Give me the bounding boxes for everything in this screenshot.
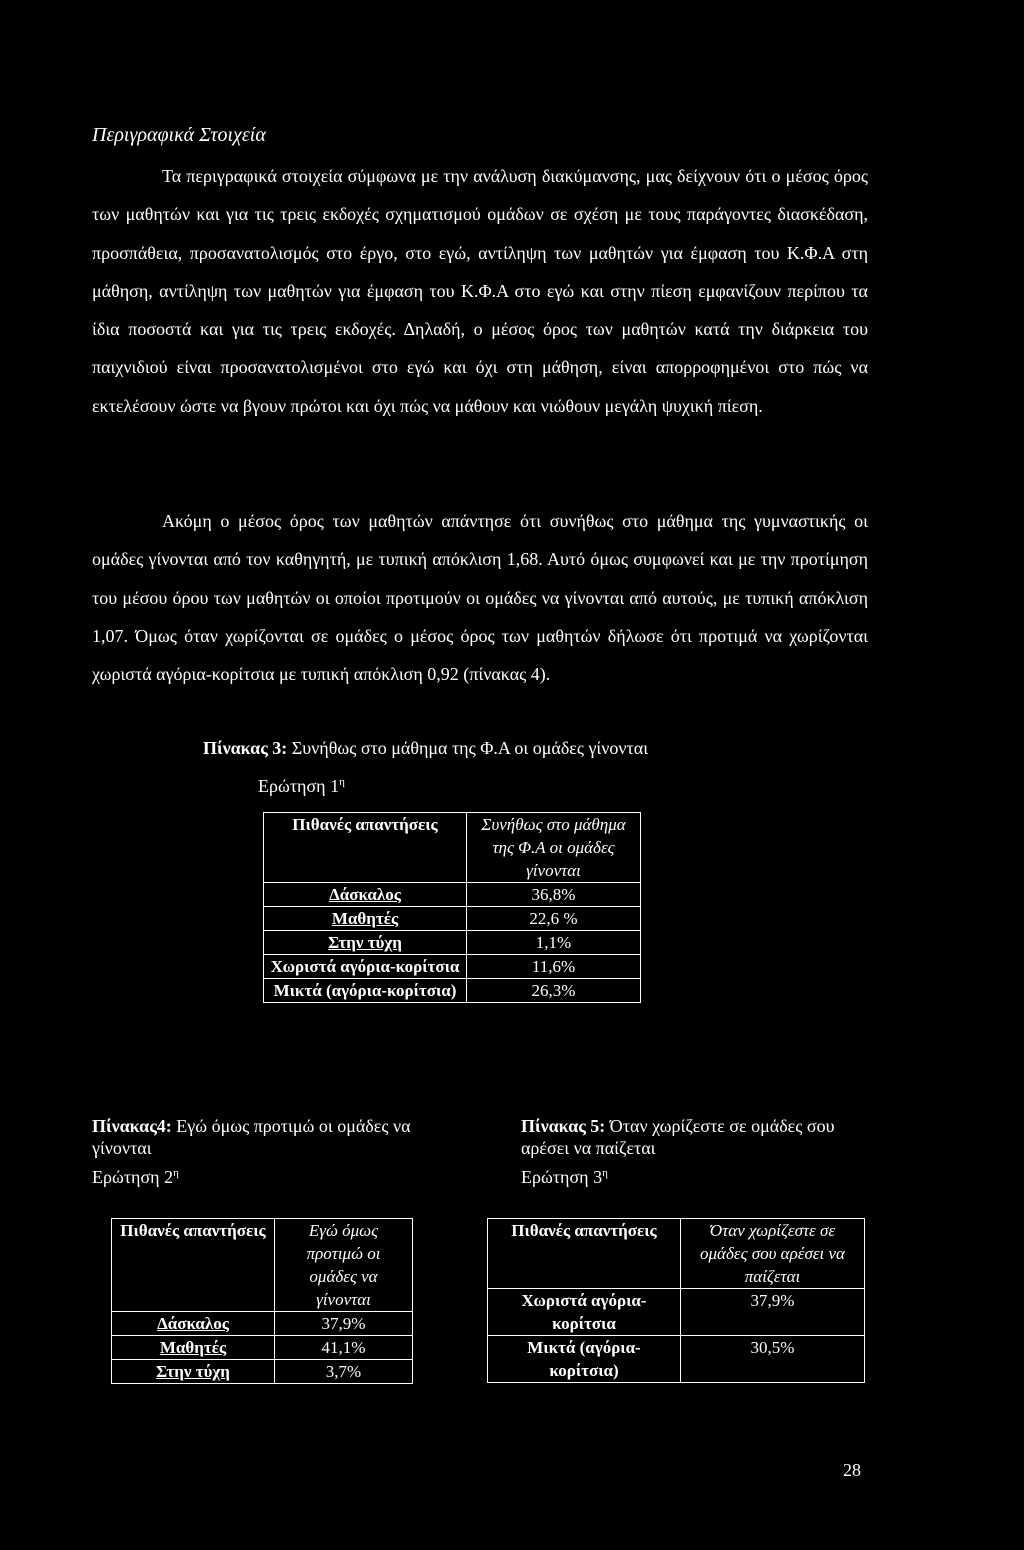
table3-row-label: Μαθητές (264, 907, 467, 931)
paragraph-1-text: Τα περιγραφικά στοιχεία σύμφωνα με την ανάλυση διακύμανσης, μας δείχνουν ότι ο μέσος όρος των μαθητών και για τις τρεις εκδοχές σχηματισμού ομάδων σε σχέση με τους παράγοντες διασκέδαση, προσπάθεια, προσανατολισμός στο έργο, στο εγώ, αντίληψη των μαθητών για έμφαση του Κ.Φ.Α στη μάθηση, αντίληψη των μαθητών για έμφαση του Κ.Φ.Α στο εγώ και στην πίεση εμφανίζουν περίπου τα ίδια ποσοστά και για τις τρεις εκδοχές. Δηλαδή, ο μέσος όρος των μαθητών κατά την διάρκεια του παιχνιδιού είναι προσανατολισμένοι στο εγώ και όχι στη μάθηση, είναι απορροφημένοι στο πώς να εκτελέσουν ώστε να βγουν πρώτοι και όχι πώς να μάθουν και νιώθουν μεγάλη ψυχική πίεση. (92, 166, 868, 416)
table3-caption (203, 737, 648, 759)
table3-question (258, 776, 345, 797)
table3 (263, 812, 641, 1003)
table5-row-value: 37,9% (681, 1289, 865, 1336)
paragraph-2-text: Ακόμη ο μέσος όρος των μαθητών απάντησε ότι συνήθως στο μάθημα της γυμναστικής οι ομάδες γίνονται από τον καθηγητή, με τυπική απόκλιση 1,68. Αυτό όμως συμφωνεί και με την προτίμηση του μέσου όρου των μαθητών οι οποίοι προτιμούν οι ομάδες να γίνονται από αυτούς, με τυπική απόκλιση 1,07. Όμως όταν χωρίζονται σε ομάδες ο μέσος όρος των μαθητών δήλωσε ότι προτιμά να χωρίζονται χωριστά αγόρια-κορίτσια με τυπική απόκλιση 0,92 (πίνακας 4). (92, 511, 868, 685)
table3-row-label: Μικτά (αγόρια-κορίτσια) (264, 979, 467, 1003)
table4-row-value: 41,1% (275, 1336, 413, 1360)
table4-header-left: Πιθανές απαντήσεις (112, 1219, 275, 1312)
table3-header-left: Πιθανές απαντήσεις (264, 813, 467, 883)
table3-row-label: Στην τύχη (264, 931, 467, 955)
table3-row-value: 36,8% (467, 883, 641, 907)
table3-row-label: Δάσκαλος (264, 883, 467, 907)
table5-caption (521, 1115, 841, 1159)
table3-question-sup: η (339, 776, 345, 788)
table5-row-label: Χωριστά αγόρια-κορίτσια (488, 1289, 681, 1336)
paragraph-1 (92, 157, 868, 425)
table4-header-row (112, 1219, 413, 1312)
table-row (264, 907, 641, 931)
table-row (488, 1289, 865, 1336)
table4-header-right: Εγώ όμως προτιμώ οι ομάδες να γίνονται (275, 1219, 413, 1312)
table3-question-text: Ερώτηση 1 (258, 776, 340, 796)
table4-question-sup: η (173, 1167, 179, 1179)
table4-question (92, 1167, 179, 1188)
table-row (264, 883, 641, 907)
table3-header-row (264, 813, 641, 883)
table5-question (521, 1167, 608, 1188)
table5-row-value: 30,5% (681, 1336, 865, 1383)
table-row (112, 1336, 413, 1360)
table5-question-sup: η (602, 1167, 608, 1179)
table5-question-text: Ερώτηση 3 (521, 1167, 603, 1187)
paragraph-2 (92, 502, 868, 693)
page-number: 28 (843, 1460, 861, 1480)
table5-header-row (488, 1219, 865, 1289)
table5-row-label: Μικτά (αγόρια-κορίτσια) (488, 1336, 681, 1383)
table-row (264, 955, 641, 979)
table5-caption-text: Όταν χωρίζεστε σε ομάδες σου αρέσει να παίζεται (521, 1116, 835, 1158)
table4-caption (92, 1115, 472, 1159)
table4-row-label: Στην τύχη (112, 1360, 275, 1384)
table-row (488, 1336, 865, 1383)
table4-caption-text: Εγώ όμως προτιμώ οι ομάδες να γίνονται (92, 1116, 411, 1158)
table5-header-left: Πιθανές απαντήσεις (488, 1219, 681, 1289)
table3-caption-label: Πίνακας 3: (203, 738, 288, 758)
table3-row-label: Χωριστά αγόρια-κορίτσια (264, 955, 467, 979)
table5 (487, 1218, 865, 1383)
table4-caption-label: Πίνακας4: (92, 1116, 172, 1136)
table4 (111, 1218, 413, 1384)
table3-row-value: 11,6% (467, 955, 641, 979)
table3-caption-text: Συνήθως στο μάθημα της Φ.Α οι ομάδες γίνονται (287, 738, 649, 758)
table4-row-label: Δάσκαλος (112, 1312, 275, 1336)
table-row (112, 1312, 413, 1336)
table-row (112, 1360, 413, 1384)
table3-row-value: 22,6 % (467, 907, 641, 931)
table4-row-label: Μαθητές (112, 1336, 275, 1360)
table4-row-value: 3,7% (275, 1360, 413, 1384)
table3-header-right: Συνήθως στο μάθημα της Φ.Α οι ομάδες γίνονται (467, 813, 641, 883)
table4-row-value: 37,9% (275, 1312, 413, 1336)
section-heading: Περιγραφικά Στοιχεία (92, 124, 266, 146)
table5-header-right: Όταν χωρίζεστε σε ομάδες σου αρέσει να παίζεται (681, 1219, 865, 1289)
table4-question-text: Ερώτηση 2 (92, 1167, 174, 1187)
table-row (264, 979, 641, 1003)
table-row (264, 931, 641, 955)
table3-row-value: 1,1% (467, 931, 641, 955)
table5-caption-label: Πίνακας 5: (521, 1116, 606, 1136)
table3-row-value: 26,3% (467, 979, 641, 1003)
